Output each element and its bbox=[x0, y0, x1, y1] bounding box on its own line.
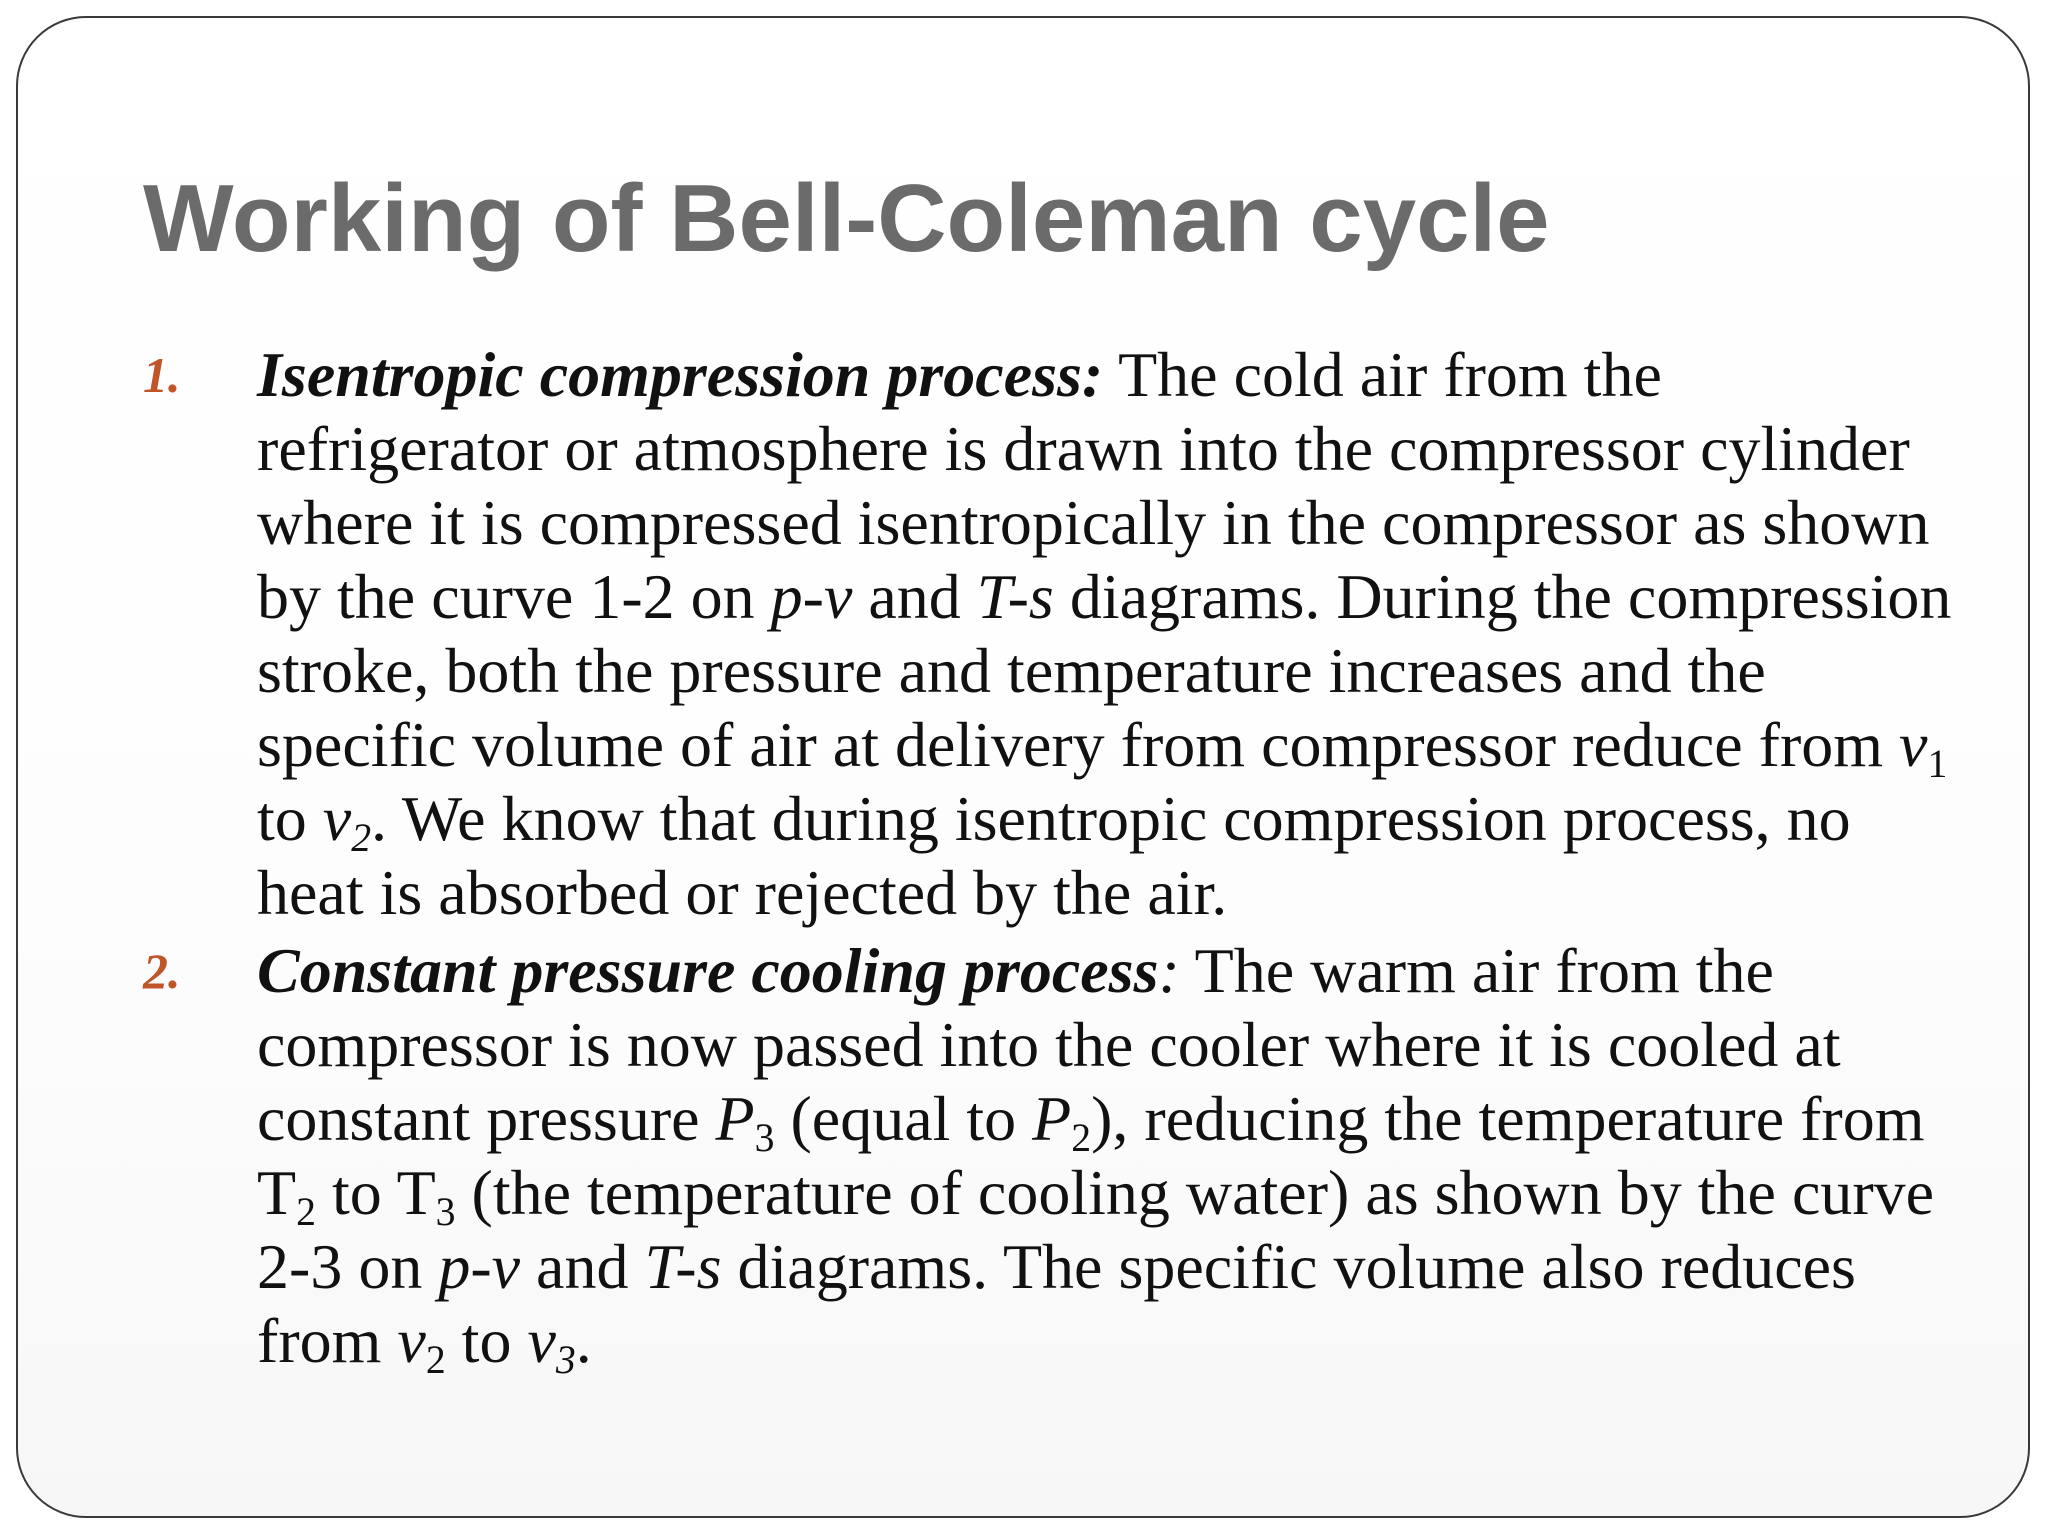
text-run: to T bbox=[315, 1157, 436, 1228]
subscript: 2 bbox=[425, 1338, 446, 1383]
list-item-constant-pressure-cooling bbox=[143, 934, 1963, 1383]
text-run: and bbox=[852, 561, 977, 632]
list-number: 2. bbox=[143, 943, 181, 999]
item-paragraph bbox=[257, 338, 1963, 930]
text-run: to bbox=[257, 783, 323, 854]
pv-term: p-v bbox=[438, 1231, 521, 1302]
pv-term: p-v bbox=[770, 561, 853, 632]
subscript: 3 bbox=[555, 1338, 576, 1383]
subscript: 3 bbox=[754, 1116, 775, 1161]
item-lead-term: Constant pressure cooling process bbox=[257, 935, 1159, 1006]
text-run: (equal to bbox=[774, 1083, 1033, 1154]
symbol-p: P bbox=[1032, 1083, 1072, 1154]
text-run: and bbox=[520, 1231, 645, 1302]
text-run: ), reducing the temperature from T bbox=[257, 1083, 1925, 1228]
subscript: 2 bbox=[296, 1190, 316, 1235]
text-run: . bbox=[575, 1305, 592, 1376]
list-number: 1. bbox=[143, 347, 181, 403]
symbol-v: v bbox=[322, 783, 352, 854]
symbol-p: P bbox=[715, 1083, 755, 1154]
slide-title: Working of Bell-Coleman cycle bbox=[143, 165, 1550, 272]
subscript: 2 bbox=[1071, 1116, 1092, 1161]
text-run: diagrams. During the compression stroke, both the pressure and temperature increases and the specific volume of air at delivery from compressor reduce from bbox=[257, 561, 1952, 780]
text-run: to bbox=[445, 1305, 528, 1376]
ts-term: T-s bbox=[644, 1231, 722, 1302]
list-item-isentropic-compression bbox=[143, 338, 1963, 930]
process-list bbox=[143, 338, 1963, 1382]
item-body bbox=[257, 934, 1963, 1383]
symbol-v: v bbox=[397, 1305, 426, 1376]
subscript: 1 bbox=[1927, 742, 1948, 787]
subscript: 3 bbox=[435, 1190, 456, 1235]
text-run: The cold air from the refrigerator or atmosphere is drawn into the compressor cylinder where it is compressed isentropically in the compressor as shown by the curve 1-2 on bbox=[257, 339, 1930, 632]
symbol-v: v bbox=[1899, 709, 1928, 780]
item-body bbox=[257, 338, 1963, 930]
symbol-v: v bbox=[527, 1305, 556, 1376]
lead-colon: : bbox=[1158, 935, 1180, 1006]
text-run: (the temperature of cooling water) as shown by the curve 2-3 on bbox=[257, 1157, 1935, 1302]
text-run: diagrams. The specific volume also reduces from bbox=[257, 1231, 1856, 1376]
item-lead-term: Isentropic compression process: bbox=[257, 339, 1104, 410]
ts-term: T-s bbox=[976, 561, 1054, 632]
slide-frame bbox=[16, 16, 2030, 1518]
subscript: 2 bbox=[351, 816, 372, 861]
text-run: . We know that during isentropic compression process, no heat is absorbed or rejected by the air. bbox=[257, 783, 1851, 928]
text-run: The warm air from the compressor is now passed into the cooler where it is cooled at constant pressure bbox=[257, 935, 1841, 1154]
item-paragraph bbox=[257, 934, 1963, 1383]
